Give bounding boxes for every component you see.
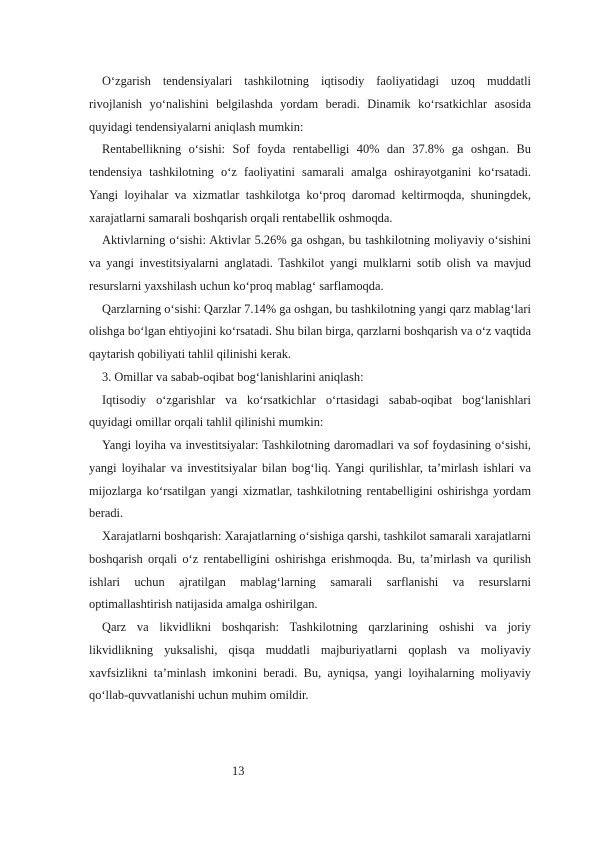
paragraph-debts-growth: Qarzlarning o‘sishi: Qarzlar 7.14% ga oshgan, bu tashkilotning yangi qarz mablag‘lari olishga bo‘lgan ehtiyojini ko‘rsatadi. Shu bilan birga, qarzlarni boshqarish va o‘z vaqtida qaytarish qobiliyati tahlil qilinishi kerak. (89, 301, 531, 361)
paragraph-assets-growth: Aktivlarning o‘sishi: Aktivlar 5.26% ga oshgan, bu tashkilotning moliyaviy o‘sishini va yangi investitsiyalarni anglatadi. Tashkilot yangi mulklarni sotib olish va mavjud resurslarni yaxshilash uchun ko‘proq mablag‘ sarflamoqda. (89, 233, 531, 293)
document-body (89, 70, 531, 707)
page-number: 13 (232, 764, 245, 778)
section-heading-factors: 3. Omillar va sabab-oqibat bog‘lanishlarini aniqlash: (102, 369, 364, 384)
paragraph-trend-intro: O‘zgarish tendensiyalari tashkilotning iqtisodiy faoliyatidagi uzoq muddatli rivojlanish yo‘nalishini belgilashda yordam beradi. Dinamik ko‘rsatkichlar asosida quyidagi tendensiyalarni aniqlash mumkin: (89, 74, 531, 134)
paragraph-debt-liquidity: Qarz va likvidlikni boshqarish: Tashkilotning qarzlarining oshishi va joriy likvidlikning yuksalishi, qisqa muddatli majburiyatlarni qoplash va moliyaviy xavfsizlikni ta’minlash imkonini beradi. Bu, ayniqsa, yangi loyihalarning moliyaviy qo‘llab-quvvatlanishi uchun muhim omildir. (89, 620, 531, 703)
paragraph-cost-management: Xarajatlarni boshqarish: Xarajatlarning o‘sishiga qarshi, tashkilot samarali xarajatlarni boshqarish orqali o‘z rentabelligini oshirishga erishmoqda. Bu, ta’mirlash va qurilish ishlari uchun ajratilgan mablag‘larning samarali sarflanishi va resurslarni optimallashtirish natijasida amalga oshirilgan. (89, 529, 531, 612)
paragraph-new-projects: Yangi loyiha va investitsiyalar: Tashkilotning daromadlari va sof foydasining o‘sishi, yangi loyihalar va investitsiyalar bilan bog‘liq. Yangi qurilishlar, ta’mirlash ishlari va mijozlarga ko‘rsatilgan yangi xizmatlar, tashkilotning rentabelligini oshirishga yordam beradi. (89, 438, 531, 521)
paragraph-factors-intro: Iqtisodiy o‘zgarishlar va ko‘rsatkichlar o‘rtasidagi sabab-oqibat bog‘lanishlari quyidagi omillar orqali tahlil qilinishi mumkin: (89, 392, 531, 430)
paragraph-profitability-growth: Rentabellikning o‘sishi: Sof foyda rentabelligi 40% dan 37.8% ga oshgan. Bu tendensiya tashkilotning o‘z faoliyatini samarali amalga oshirayotganini ko‘rsatadi. Yangi loyihalar va xizmatlar tashkilotga ko‘proq daromad keltirmoqda, shuningdek, xarajatlarni samarali boshqarish orqali rentabellik oshmoqda. (89, 142, 531, 225)
